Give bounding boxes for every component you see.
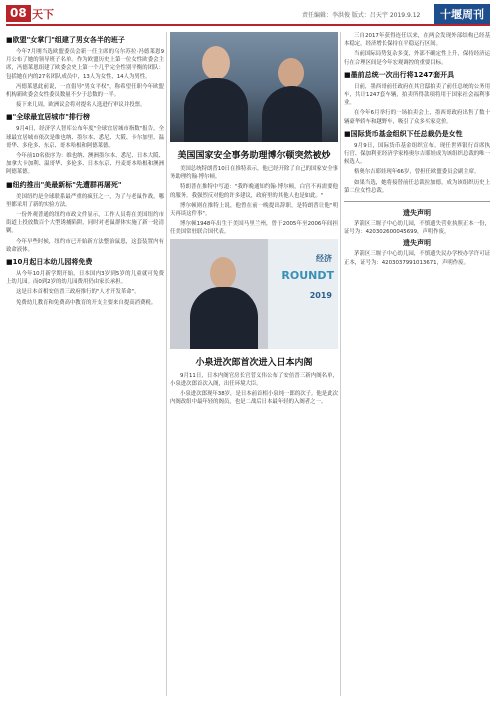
article-title: ■"全球最宜居城市"排行榜 (6, 113, 90, 122)
article-paragraph: 冯德莱恩此前说，一直倡导"男女平权"，称希望任职今年欧盟机构新欧委会女性委员数量不少于总数的一半。 (6, 83, 164, 99)
page-number: 08 (6, 5, 31, 22)
column-middle (170, 32, 338, 696)
photo-caption: 小泉进次郎首次进入日本内阁 (195, 357, 313, 368)
article-paragraph: 今年早些时候，纽约市已开始新方法整治鼠患，这套装置内有致命液体。 (6, 238, 164, 253)
article-paragraph: 美国总统特朗普10日在推特表示，他已经开除了自己的国家安全事务助理约翰·博尔顿。 (170, 166, 338, 181)
article-paragraph: 博尔顿则在推特上说，他曾在前一晚提出辞职，是特朗普让他"明天再谈这件事"。 (170, 202, 338, 218)
article-paragraph: 美国纽约是全球联系最严重的疯狂之一，为了与老鼠作战，哪里都采用了新的实验方法。 (6, 193, 164, 208)
article-paragraph: 三自2017年获得连任以来，在两会发现外部结构已经基本稳定，经济增长保持在平稳运行区间。 (344, 33, 490, 48)
article-title: ■纽约推出"美最新标"先遭群再屠死" (6, 180, 122, 189)
column-left (6, 32, 164, 696)
notice-text: 茅箭区三堰子中心幼儿园，不慎遗失民办学校办学许可证正本，证号为：4203037991013671，声明作废。 (344, 251, 490, 266)
article-paragraph: 接下来几周，欧洲议会将对提名人选进行审议并投票。 (16, 102, 146, 109)
article-paragraph: 特朗普在推特中写道："我昨晚通知约翰·博尔顿，白宫不再需要他的服务。我强烈反对他的许多建议，政府里的其他人也是如此。" (170, 184, 338, 199)
article-title: ■国际货币基金组织下任总裁仍是女性 (344, 129, 463, 138)
article-paragraph: 日前，墨西哥前任政府在其官邸拍卖了前任总统的公务用车，共计1247套车辆，拍卖所得款项将用于国家社会福利事业。 (344, 83, 490, 107)
column-divider (166, 32, 167, 696)
photo-caption: 美国国家安全事务助理博尔顿突然被炒 (177, 151, 331, 161)
article-paragraph: 9月9日，国际货币基金组织宣布，现任世界银行首席执行官、保加利亚经济学家格奥尔吉耶娃成为该组织总裁的唯一候选人。 (344, 142, 490, 166)
page-header (6, 4, 490, 26)
article-paragraph: 在今年6月举行的一场拍卖会上，墨西哥政府出售了数十辆豪华轿车和越野车，吸引了众多买家竞价。 (344, 110, 490, 125)
notice-title: 遗失声明 (403, 239, 431, 248)
notice-title: 遗失声明 (403, 209, 431, 218)
article-paragraph: 如果当选，她将接替前任总裁拉加德，成为该组织历史上第二位女性总裁。 (344, 179, 490, 194)
article-paragraph: 这是日本首相安倍晋三政府推行的"人才开发革命"。 (16, 289, 140, 296)
column-right (344, 32, 490, 696)
photo-pompeo-bolton (170, 32, 338, 142)
article-paragraph: 从今年10月新学期开始，日本国内3岁到5岁的儿童就可免费上幼儿园。而0到2岁的幼儿园费用仍由家长承担。 (6, 271, 164, 286)
article-paragraph: 今年7月刚当选欧盟委员会新一任主席的乌尔苏拉·冯德莱恩9月公布了她的领导班子名单。作为欧盟历史上第一位女性欧委会主席，冯德莱恩组建了欧委会史上第一个几乎完全性别平衡的团队：包括她在内的27名团队成员中，13人为女性，14人为男性。 (6, 49, 164, 80)
notice-box (344, 201, 490, 267)
article-paragraph: 当前国际局势复杂多变，外部不确定性上升，保持经济运行在合理区间是今年宏观调控的重要目标。 (344, 51, 490, 66)
article-title: ■10月起日本幼儿园将免费 (6, 258, 93, 267)
editor-meta: 责任编辑：李洪俊 版式：吕天宇 2019.9.12 (302, 12, 421, 19)
article-paragraph: 一份外观普通的纽约市政文件显示，工作人员将在美国纽约市街道上投放数百个大型诱捕陷阱，同时对老鼠群体实施了新一轮清剿。 (6, 212, 164, 235)
article-paragraph: 9月4日，经济学人智库公布年度"全球宜居城市指数"报告，全球最宜居城市依次是维也纳、墨尔本、悉尼、大阪、卡尔加里、温哥华、多伦多、东京、哥本哈根和阿德莱德。 (6, 126, 164, 149)
article-paragraph: 博尔顿1948年出生于美国马里兰州，曾于2005年至2006年间担任美国常驻联合国代表。 (170, 221, 338, 236)
notice-text: 茅箭区三堰子中心幼儿园，不慎遗失营业执照正本一份，证号为：420302600045699，声明作废。 (344, 221, 490, 236)
photo-koizumi (170, 239, 338, 349)
article-paragraph: 9月11日，日本内阁官房长官菅义伟公布了安倍晋三新内阁名单，小泉进次郎首次入阁，出任环境大臣。 (170, 372, 338, 387)
article-paragraph: 格奥尔吉耶娃现年66岁，曾担任欧盟委员会副主席。 (354, 169, 480, 176)
article-paragraph: 免费幼儿教育和免费高中教育的开支主要来自提高消费税。 (16, 299, 157, 306)
article-title: ■欧盟"女掌门"组建了男女各半的班子 (6, 36, 125, 44)
column-divider (340, 32, 341, 696)
article-paragraph: 今年前10名依序为：维也纳、澳洲墨尔本、悉尼、日本大阪、加拿大卡加利、温哥华、多伦多、日本东京、丹麦哥本哈根和澳洲阿德莱德。 (6, 153, 164, 176)
brand-logo: 十堰周刊 (434, 4, 490, 24)
section-name: 天下 (32, 8, 54, 21)
event-banner: 经济 ROUNDT 2019 (268, 239, 338, 349)
article-title: ■墨前总统一次出行将1247套开具 (344, 70, 455, 79)
article-paragraph: 小泉进次郎现年38岁，是日本前首相小泉纯一郎的次子。他是此次内阁改组中最年轻的阁员，也是二战后日本最年轻的入阁者之一。 (170, 391, 338, 406)
